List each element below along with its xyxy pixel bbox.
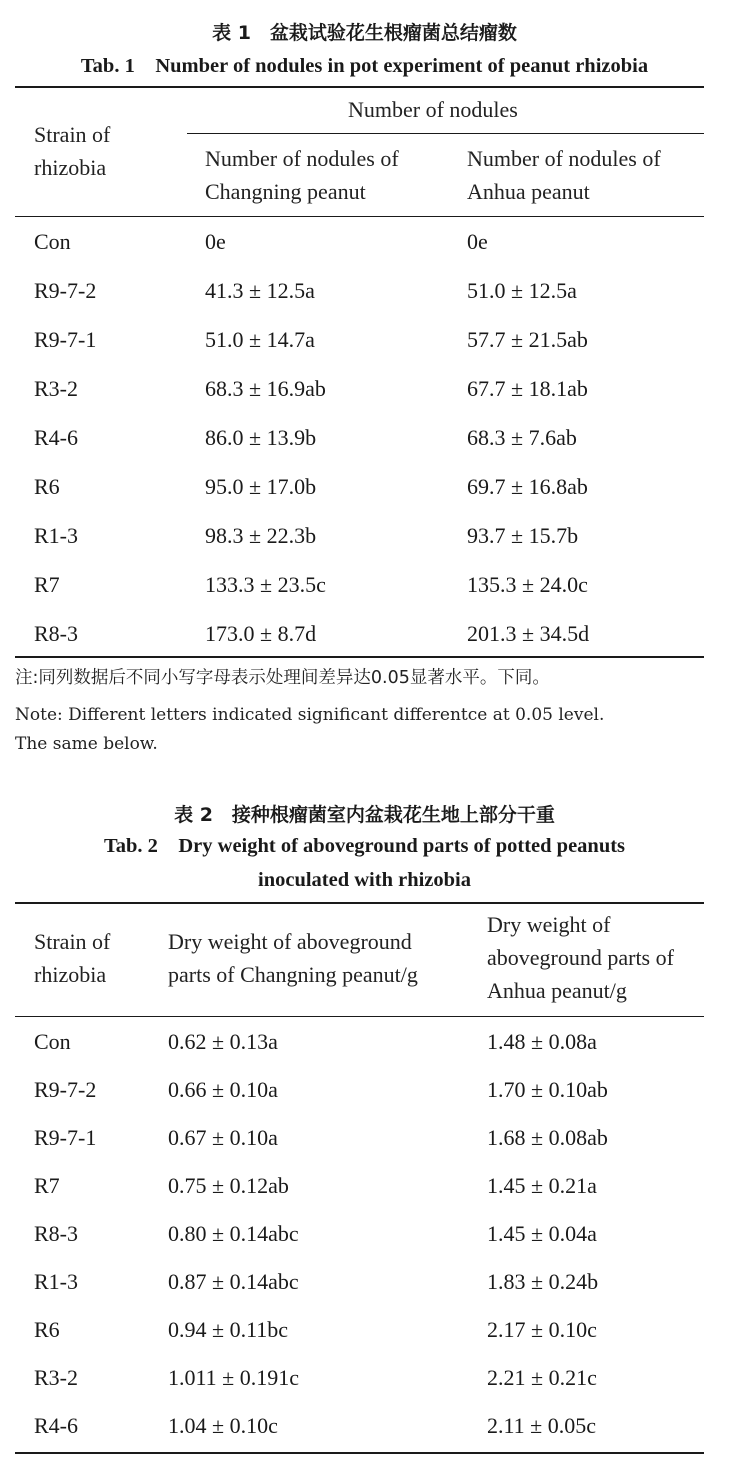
anhua-cell: 1.45 ± 0.21a	[487, 1173, 597, 1198]
changning-cell: 173.0 ± 8.7d	[205, 621, 317, 646]
table1-note-en-line2: The same below.	[15, 734, 158, 754]
changning-cell: 98.3 ± 22.3b	[205, 523, 317, 548]
table-row	[0, 365, 729, 413]
strain-cell: Con	[34, 1029, 71, 1054]
table-row	[0, 1210, 729, 1258]
table-row	[0, 1258, 729, 1306]
anhua-cell: 1.70 ± 0.10ab	[487, 1077, 608, 1102]
table-row	[0, 1354, 729, 1402]
table-row	[0, 1402, 729, 1450]
anhua-cell: 68.3 ± 7.6ab	[467, 425, 577, 450]
table2-header-rule	[15, 1016, 704, 1017]
changning-cell: 68.3 ± 16.9ab	[205, 376, 326, 401]
strain-cell: R9-7-1	[34, 327, 97, 352]
table-row	[0, 1066, 729, 1114]
strain-cell: R4-6	[34, 1413, 78, 1438]
table-row	[0, 218, 729, 266]
changning-cell: 0.75 ± 0.12ab	[168, 1173, 289, 1198]
table1-header-col2-line1: Number of nodules of	[467, 146, 661, 171]
anhua-cell: 69.7 ± 16.8ab	[467, 474, 588, 499]
table-row	[0, 1018, 729, 1066]
table1-header-col1-line1: Number of nodules of	[205, 146, 399, 171]
strain-cell: R7	[34, 572, 60, 597]
anhua-cell: 2.21 ± 0.21c	[487, 1365, 597, 1390]
table1-caption-cn: 表 1 盆栽试验花生根瘤菌总结瘤数	[212, 22, 517, 44]
anhua-cell: 2.11 ± 0.05c	[487, 1413, 597, 1438]
table1-header-col1-line2: Changning peanut	[205, 179, 366, 204]
strain-cell: R3-2	[34, 1365, 78, 1390]
table1-header-col2-line2: Anhua peanut	[467, 179, 590, 204]
table1-note-cn: 注:同列数据后不同小写字母表示处理间差异达0.05显著水平。下同。	[15, 668, 550, 688]
table2-header-col1-line1: Dry weight of aboveground	[168, 929, 412, 954]
table2-bottom-rule	[15, 1452, 704, 1454]
table-row	[0, 316, 729, 364]
strain-cell: R9-7-2	[34, 278, 97, 303]
anhua-cell: 1.45 ± 0.04a	[487, 1221, 597, 1246]
strain-cell: R6	[34, 1317, 60, 1342]
changning-cell: 0.66 ± 0.10a	[168, 1077, 278, 1102]
table1-bottom-rule	[15, 656, 704, 658]
table2-header-strain-line2: rhizobia	[34, 962, 107, 987]
anhua-cell: 1.83 ± 0.24b	[487, 1269, 599, 1294]
table-row	[0, 512, 729, 560]
table2-header-col2-line1: Dry weight of	[487, 912, 611, 937]
anhua-cell: 93.7 ± 15.7b	[467, 523, 579, 548]
anhua-cell: 1.68 ± 0.08ab	[487, 1125, 608, 1150]
table1-group-rule	[187, 133, 704, 134]
table-row	[0, 610, 729, 658]
strain-cell: R8-3	[34, 1221, 78, 1246]
anhua-cell: 0e	[467, 229, 488, 254]
table1-header-strain-line2: rhizobia	[34, 155, 107, 180]
table-row	[0, 1306, 729, 1354]
strain-cell: Con	[34, 229, 71, 254]
anhua-cell: 1.48 ± 0.08a	[487, 1029, 597, 1054]
changning-cell: 41.3 ± 12.5a	[205, 278, 315, 303]
table-row	[0, 1162, 729, 1210]
changning-cell: 0.62 ± 0.13a	[168, 1029, 278, 1054]
table1-caption-en: Tab. 1 Number of nodules in pot experiment of peanut rhizobia	[80, 55, 649, 77]
changning-cell: 0e	[205, 229, 226, 254]
strain-cell: R9-7-2	[34, 1077, 97, 1102]
table-row	[0, 414, 729, 462]
changning-cell: 0.94 ± 0.11bc	[168, 1317, 289, 1342]
table1-header-strain-line1: Strain of	[34, 122, 111, 147]
strain-cell: R1-3	[34, 523, 78, 548]
strain-cell: R7	[34, 1173, 60, 1198]
anhua-cell: 2.17 ± 0.10c	[487, 1317, 597, 1342]
table1-header-group: Number of nodules	[348, 97, 518, 122]
table2-caption-en-line1: Tab. 2 Dry weight of aboveground parts of potted peanuts	[103, 835, 626, 857]
changning-cell: 1.011 ± 0.191c	[168, 1365, 300, 1390]
table-row	[0, 463, 729, 511]
strain-cell: R3-2	[34, 376, 78, 401]
changning-cell: 0.67 ± 0.10a	[168, 1125, 278, 1150]
strain-cell: R6	[34, 474, 60, 499]
table2-header-col2-line2: aboveground parts of	[487, 945, 674, 970]
table-row	[0, 267, 729, 315]
table1-header-rule	[15, 216, 704, 217]
strain-cell: R9-7-1	[34, 1125, 97, 1150]
changning-cell: 0.80 ± 0.14abc	[168, 1221, 299, 1246]
anhua-cell: 201.3 ± 34.5d	[467, 621, 590, 646]
table2-caption-cn: 表 2 接种根瘤菌室内盆栽花生地上部分干重	[174, 804, 555, 826]
anhua-cell: 135.3 ± 24.0c	[467, 572, 588, 597]
changning-cell: 51.0 ± 14.7a	[205, 327, 315, 352]
table1-top-rule	[15, 86, 704, 88]
changning-cell: 95.0 ± 17.0b	[205, 474, 317, 499]
table2-header-strain-line1: Strain of	[34, 929, 111, 954]
table1-note-en-line1: Note: Different letters indicated significant differentce at 0.05 level.	[15, 705, 605, 725]
table-row	[0, 561, 729, 609]
strain-cell: R8-3	[34, 621, 78, 646]
anhua-cell: 51.0 ± 12.5a	[467, 278, 577, 303]
changning-cell: 86.0 ± 13.9b	[205, 425, 317, 450]
table2-header-col1-line2: parts of Changning peanut/g	[168, 962, 418, 987]
strain-cell: R4-6	[34, 425, 78, 450]
changning-cell: 1.04 ± 0.10c	[168, 1413, 278, 1438]
table2-header-col2-line3: Anhua peanut/g	[487, 978, 627, 1003]
changning-cell: 0.87 ± 0.14abc	[168, 1269, 299, 1294]
changning-cell: 133.3 ± 23.5c	[205, 572, 326, 597]
strain-cell: R1-3	[34, 1269, 78, 1294]
anhua-cell: 67.7 ± 18.1ab	[467, 376, 588, 401]
table-row	[0, 1114, 729, 1162]
anhua-cell: 57.7 ± 21.5ab	[467, 327, 588, 352]
table2-caption-en-line2: inoculated with rhizobia	[258, 869, 471, 891]
table2-top-rule	[15, 902, 704, 904]
